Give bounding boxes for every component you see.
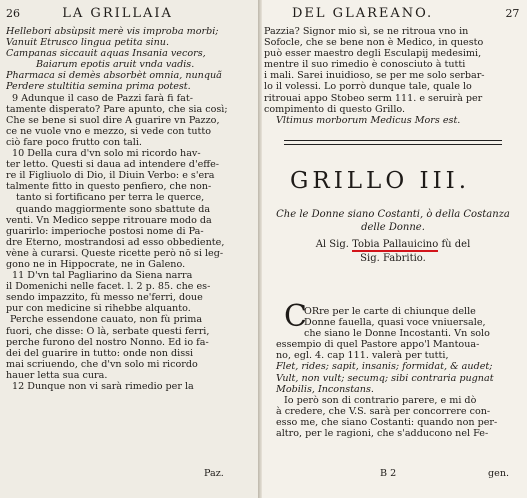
text-line: venti. Vn Medico seppe ritrouare modo da [6, 214, 212, 226]
catchword-left: Paz. [204, 468, 224, 479]
text-line: ritrouai appo Stobeo serm 111. e seruirà per [264, 92, 483, 104]
text-line: ORre per le carte di chiunque delle [304, 306, 476, 317]
text-line: i mali. Sarei inuidioso, se per me solo serbar- [264, 70, 485, 82]
text-line: sendo impazzito, fù messo ne'ferri, doue [6, 292, 203, 304]
catchword-right: gen. [488, 468, 510, 479]
text-line: ter letto. Questi si daua ad intendere d'effe- [6, 159, 219, 171]
text-line: può esser maestro degli Esculapij medesimi, [264, 48, 482, 60]
underlined-name: Hippocrate [60, 258, 115, 270]
section-rule [284, 140, 502, 141]
text-line: gono ne in Hippocrate, ne in Galeno. [6, 258, 186, 270]
text-line: Flet, rides; sapit, insanis; formidat, & audet; [276, 361, 493, 373]
text-line: ciò fare poco frutto con tali. [6, 136, 142, 148]
drop-cap: C [284, 299, 307, 334]
underlined-name: Galeno [148, 258, 183, 270]
text-line: altro, per le ragioni, che s'adducono nel Fe- [276, 428, 489, 440]
text-line: Pharmaca si demès absorbèt omnia, nunquã [6, 70, 222, 82]
text-line: perche furono del nostro Nonno. Ed io fa- [6, 336, 209, 348]
dedication-line2: Sig. Fabritio. [360, 253, 426, 264]
section-rule-thin [284, 144, 502, 145]
text-line: mentre il suo rimedio è conosciuto à tutti [264, 59, 466, 71]
text-line: Pazzia? Signor mio sì, se ne ritroua vno in [264, 26, 469, 37]
text-line: essempio di quel Pastore appo'l Mantoua- [276, 339, 480, 351]
chapter-title: GRILLO III. [290, 168, 471, 194]
subtitle-line: delle Donne. [361, 222, 425, 233]
dedication [262, 238, 524, 265]
text-line: tamente disperato? Pare apunto, che sia così; [6, 103, 228, 115]
text-line: lo il volessi. Lo porrò dunque tale, quale lo [264, 81, 472, 93]
text-line: Donne fauella, quasi voce vniuersale, [304, 317, 486, 329]
text-line: Vult, non vult; secumq; sibi contraria pugnat [276, 372, 494, 384]
text-line: quando maggiormente sono sbattute da [16, 203, 211, 215]
text-line: Perche essendone cauato, non fù prima [10, 314, 203, 326]
text-line: re il Figliuolo di Dio, il Diuin Verbo: e s'era [6, 170, 215, 182]
text-line: Che se bene si suol dire A guarire vn Pazzo, [6, 114, 220, 126]
right-page-header [292, 6, 519, 24]
right-page-body [270, 306, 497, 439]
text-line: 11 D'vn tal Pagliarino da Siena narra [12, 270, 193, 282]
underlined-name: Stobeo [330, 92, 365, 104]
text-line: 12 Dunque non vi sarà rimedio per la [12, 381, 194, 392]
text-line: hauer letta sua cura. [6, 369, 108, 381]
chapter-subtitle [262, 208, 524, 234]
right-page-top-text [264, 26, 485, 126]
text-line: vène à curarsi. Queste ricette però nō si leg- [6, 247, 224, 259]
dedication-prefix: Al Sig. [315, 239, 349, 250]
text-line: 10 Della cura d'vn solo mi ricordo hav- [12, 148, 201, 160]
text-line: che siano le Donne Incostanti. Vn solo [304, 328, 490, 340]
subtitle-line: Che le Donne siano Costanti, ò della Costanza [276, 209, 510, 220]
text-line: Baiarum epotis aruit vnda vadis. [36, 59, 195, 71]
text-line: talmente fitto in questo penfiero, che non- [6, 181, 212, 193]
text-line: guarirlo: imperioche postosi nome di Pa- [6, 225, 204, 237]
page-number-right: 27 [505, 7, 520, 20]
text-line: dre Eterno, mostrandosi ad esso obbediente, [6, 236, 225, 248]
text-line: Vanuit Etrusco lingua petita sinu. [6, 37, 170, 49]
left-page [0, 0, 258, 498]
text-line: Campanas siccauit aquas Insania vecors, [6, 48, 206, 60]
text-line: Io però son di contrario parere, e mi dò [284, 394, 477, 406]
underlined-name: Esculapij [383, 48, 429, 60]
text-line: Vltimus morborum Medicus Mors est. [276, 114, 461, 126]
dedication-name: Tobia Pallauicino [352, 239, 439, 250]
text-line: Hellebori absùpsit merè vis improba morbi; [6, 26, 219, 37]
text-line: à credere, che V.S. sarà per concorrere con- [276, 405, 491, 417]
text-line: dei del guarire in tutto: onde non dissi [6, 347, 194, 359]
left-page-header [6, 6, 173, 24]
left-page-text [6, 26, 228, 392]
text-line: pur con medicine si rihebbe alquanto. [6, 303, 191, 315]
text-line: tanto si fortificano per terra le querce, [16, 192, 205, 204]
text-line: mai scriuendo, che d'vn solo mi ricordo [6, 358, 198, 370]
right-page [262, 0, 527, 498]
signature-mark: B 2 [380, 468, 397, 479]
dedication-suffix: fù del [441, 239, 471, 250]
text-line: no, egl. 4. cap 111. valerà per tutti, [276, 350, 449, 362]
running-head-right: DEL GLAREANO. [292, 6, 434, 21]
text-line: ce ne vuole vno e mezzo, si vede con tutto [6, 125, 211, 137]
underlined-name: Pazzi [116, 92, 142, 104]
text-line: Perdere stultitia semina prima potest. [6, 81, 191, 93]
text-line: Sofocle, che se bene non è Medico, in questo [264, 37, 484, 49]
running-head-left: LA GRILLAIA [62, 6, 173, 21]
text-line: fuori, che disse: O là, serbate questi ferri, [6, 325, 210, 337]
text-line: 9 Adunque il caso de Pazzi farà fi fat- [12, 92, 193, 104]
text-line: esso me, che siano Costanti: quando non per- [276, 416, 498, 428]
text-line: Mobilis, Inconstans. [276, 383, 374, 395]
text-line: il Domenichi nelle facet. l. 2 p. 85. che es- [6, 281, 211, 293]
underlined-name: Domenichi [15, 281, 68, 293]
text-line: compimento di questo Grillo. [264, 103, 406, 115]
underlined-name: Figliuolo di Dio, il Diuin Verbo [28, 170, 176, 182]
page-number-left: 26 [6, 7, 20, 20]
